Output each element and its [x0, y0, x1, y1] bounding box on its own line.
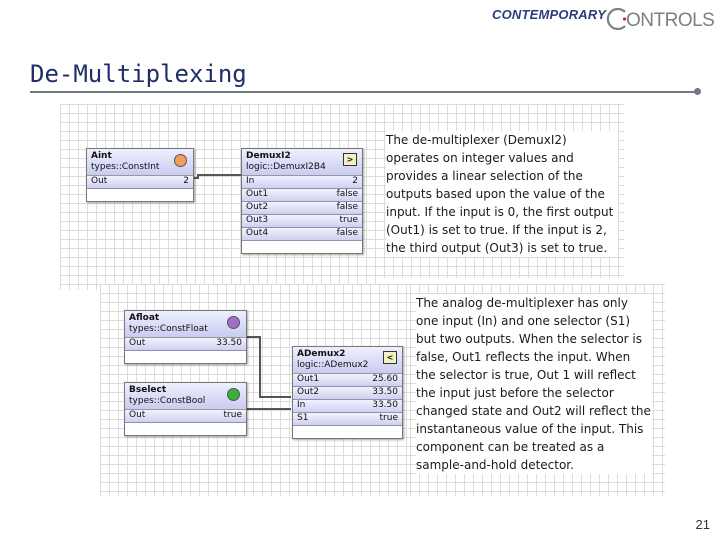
logo-word-controls: ONTROLS — [626, 10, 715, 31]
ademux2-description: The analog de-multiplexer has only one input (In) and one selector (S1) but two outputs. When the selector is false, Out1 reflects the input. When the selector is true, Out 1 will reflect the input just before the selector changed state and Out2 will reflect the instantaneous value of the input. This component can be treated as a sample-and-hold detector. — [416, 296, 651, 472]
node-demuxi2-slot-out1[interactable]: Out1 false — [242, 189, 362, 202]
node-ademux2-header — [293, 347, 402, 374]
demux-symbol-icon: > — [343, 153, 357, 166]
logo-word-contemporary: CONTEMPORARY — [492, 7, 607, 22]
node-bselect-header — [125, 383, 246, 410]
company-logo — [490, 4, 716, 38]
node-afloat-type: types::ConstFloat — [129, 324, 208, 334]
slide-title: De-Multiplexing — [30, 60, 247, 88]
node-bselect-status-indicator-icon — [227, 388, 240, 401]
node-demuxi2-header — [242, 149, 362, 176]
node-aint-header — [87, 149, 193, 176]
node-ademux2-type: logic::ADemux2 — [297, 360, 369, 370]
node-aint-type: types::ConstInt — [91, 162, 160, 172]
node-ademux2-name: ADemux2 — [297, 349, 346, 359]
node-demuxi2-slot-out3[interactable]: Out3 true — [242, 215, 362, 228]
page-number: 21 — [695, 517, 710, 532]
node-bselect-slot-out[interactable]: Out true — [125, 410, 246, 423]
node-bselect[interactable] — [124, 382, 247, 436]
node-demuxi2-name: DemuxI2 — [246, 151, 291, 161]
node-afloat-status-indicator-icon — [227, 316, 240, 329]
node-ademux2-slot-s1[interactable]: S1 true — [293, 413, 402, 426]
node-ademux2-slot-out1[interactable]: Out1 25.60 — [293, 374, 402, 387]
node-demuxi2-slot-in[interactable]: In 2 — [242, 176, 362, 189]
node-demuxi2-slot-out2[interactable]: Out2 false — [242, 202, 362, 215]
node-afloat-name: Afloat — [129, 313, 160, 323]
node-ademux2[interactable] — [292, 346, 403, 439]
node-bselect-name: Bselect — [129, 385, 167, 395]
node-ademux2-slot-in[interactable]: In 33.50 — [293, 400, 402, 413]
node-afloat[interactable] — [124, 310, 247, 364]
node-aint-slot-out[interactable]: Out 2 — [87, 176, 193, 189]
node-demuxi2[interactable] — [241, 148, 363, 254]
node-afloat-header — [125, 311, 246, 338]
node-afloat-slot-out[interactable]: Out 33.50 — [125, 338, 246, 351]
title-divider — [30, 91, 698, 93]
title-divider-dot — [694, 88, 701, 95]
node-ademux2-slot-out2[interactable]: Out2 33.50 — [293, 387, 402, 400]
node-bselect-type: types::ConstBool — [129, 396, 206, 406]
node-demuxi2-type: logic::DemuxI2B4 — [246, 162, 326, 172]
node-aint-status-indicator-icon — [174, 154, 187, 167]
demuxi2-description: The de-multiplexer (DemuxI2) operates on integer values and provides a linear selection of the outputs based upon the value of the input. If the input is 0, the first output (Out1) is set to true. If the input is 2, the third output (Out3) is set to true. — [386, 131, 618, 257]
node-aint-name: Aint — [91, 151, 112, 161]
ademux-symbol-icon: < — [383, 351, 397, 364]
node-aint[interactable] — [86, 148, 194, 202]
node-demuxi2-slot-out4[interactable]: Out4 false — [242, 228, 362, 241]
